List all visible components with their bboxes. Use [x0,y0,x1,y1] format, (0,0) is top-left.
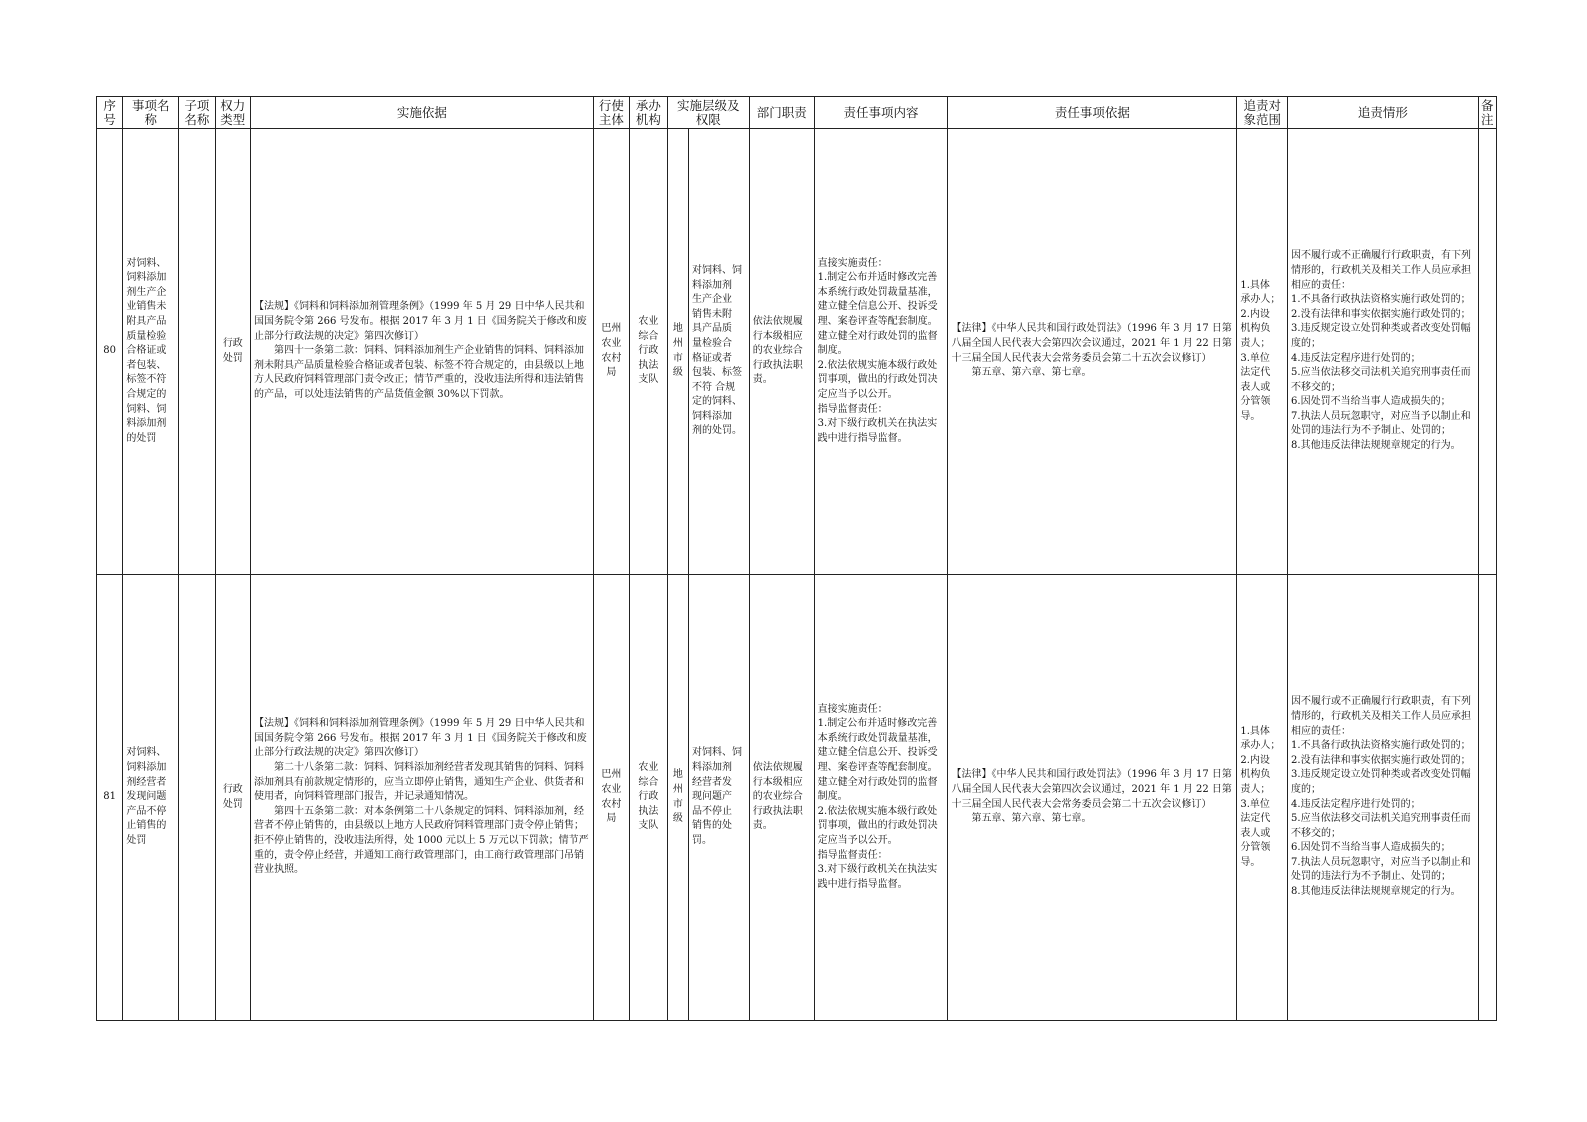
basis-paragraph: 第四十一条第二款：饲料、饲料添加剂生产企业销售的饲料、饲料添加剂未附具产品质量检验合格证或者包装、标签不符合规定的，由县级以上地方人民政府饲料管理部门责令改正；情节严重的，没收违法所得和违法销售的产品，可以处违法销售的产品货值金额 30%以下罚款。 [254,345,585,400]
row-agency: 农业 综合 行政 执法 支队 [630,129,668,575]
situation-item: 4.违反法定程序进行处罚的； [1291,352,1421,364]
row-situations [1288,129,1479,575]
situation-item: 2.没有法律和事实依据实施行政处罚的； [1291,308,1471,320]
row-resp-basis [948,575,1237,1021]
row-resp-basis [948,129,1237,575]
row-seq: 80 [97,129,123,575]
row-sub-name [179,575,215,1021]
resp-basis-law: 【法律】《中华人民共和国行政处罚法》（1996 年 3 月 17 日第八届全国人民代表大会第四次会议通过，2021 年 1 月 22 日第十三届全国人民代表大会常务委员会第二十五次会议修订） [951,323,1232,364]
resp-basis-chapters: 第五章、第六章、第七章。 [971,813,1092,825]
row-subject: 巴州 农业 农村 局 [593,575,629,1021]
situation-item: 5.应当依法移交司法机关追究刑事责任而不移交的； [1291,813,1471,839]
situation-item: 6.因处罚不当给当事人造成损失的； [1291,842,1451,854]
situation-item: 4.违反法定程序进行处罚的； [1291,798,1421,810]
row-agency: 农业 综合 行政 执法 支队 [630,575,668,1021]
resp-basis-chapters: 第五章、第六章、第七章。 [971,367,1092,379]
row-power-type: 行政 处罚 [215,129,250,575]
situation-item: 因不履行或不正确履行行政职责，有下列情形的，行政机关及相关工作人员应承担相应的责任： [1291,250,1472,291]
responsibility-table [96,96,1497,1021]
row-level-power: 对饲料、饲 料添加剂 生产企业 销售未附 具产品质 量检验合 格证或者 包装、标签 不符 合规 定的饲料、 饲料添加 剂的处罚。 [688,129,749,575]
basis-paragraph: 【法规】《饲料和饲料添加剂管理条例》（1999 年 5 月 29 日中华人民共和国国务院令第 266 号发布。根据 2017 年 3 月 1 日《国务院关于修改和废止部分行政法规的决定》第四次修订） [254,301,587,342]
header-agency: 承办 机构 [630,97,668,129]
header-situations: 追责情形 [1288,97,1479,129]
row-item-name: 对饲料、 饲料添加 剂生产企 业销售未 附具产品 质量检验 合格证或 者包装、 标签不符 合规定的 饲料、饲 料添加剂 的处罚 [123,129,179,575]
header-resp-basis: 责任事项依据 [948,97,1237,129]
header-level: 实施层级及 权限 [667,97,749,129]
header-row [97,97,1497,129]
row-item-name: 对饲料、 饲料添加 剂经营者 发现问题 产品不停 止销售的 处罚 [123,575,179,1021]
row-basis [251,129,594,575]
row-power-type: 行政 处罚 [215,575,250,1021]
situation-item: 1.不具备行政执法资格实施行政处罚的； [1291,740,1471,752]
situation-item: 8.其他违反法律法规规章规定的行为。 [1291,440,1461,452]
situation-item: 1.不具备行政执法资格实施行政处罚的； [1291,294,1471,306]
row-duty: 依法依规履 行本级相应 的农业综合 行政执法职 责。 [749,129,814,575]
situation-item: 2.没有法律和事实依据实施行政处罚的； [1291,754,1471,766]
header-subject: 行使 主体 [593,97,629,129]
basis-paragraph: 【法规】《饲料和饲料添加剂管理条例》（1999 年 5 月 29 日中华人民共和国国务院令第 266 号发布。根据 2017 年 3 月 1 日《国务院关于修改和废止部分行政法规的决定》第四次修订） [254,718,587,759]
row-level-power: 对饲料、饲 料添加剂 经营者发 现问题产 品不停止 销售的处 罚。 [688,575,749,1021]
row-situations [1288,575,1479,1021]
situation-item: 因不履行或不正确履行行政职责，有下列情形的，行政机关及相关工作人员应承担相应的责任： [1291,696,1472,737]
situation-item: 5.应当依法移交司法机关追究刑事责任而不移交的； [1291,367,1471,393]
row-sub-name [179,129,215,575]
table-row [97,129,1497,575]
situation-item: 7.执法人员玩忽职守，对应当予以制止和处罚的违法行为不予制止、处罚的； [1291,856,1471,883]
basis-paragraph: 第二十八条第二款：饲料、饲料添加剂经营者发现其销售的饲料、饲料添加剂具有前款规定情形的，应当立即停止销售，通知生产企业、供货者和使用者，向饲料管理部门报告，并记录通知情况。 [254,762,585,803]
situation-item: 6.因处罚不当给当事人造成损失的； [1291,396,1451,408]
situation-item: 8.其他违反法律法规规章规定的行为。 [1291,886,1461,898]
row-scope: 1.具体 承办人； 2.内设 机构负 责人； 3.单位 法定代 表人或 分管领 导。 [1237,129,1288,575]
row-subject: 巴州 农业 农村 局 [593,129,629,575]
situation-item: 7.执法人员玩忽职守，对应当予以制止和处罚的违法行为不予制止、处罚的； [1291,410,1471,437]
row-level: 地 州 市 级 [667,129,688,575]
row-level: 地 州 市 级 [667,575,688,1021]
header-basis: 实施依据 [251,97,594,129]
row-duty: 依法依规履 行本级相应 的农业综合 行政执法职 责。 [749,575,814,1021]
header-resp-content: 责任事项内容 [814,97,948,129]
header-power-type: 权力 类型 [215,97,250,129]
row-seq: 81 [97,575,123,1021]
row-resp-content: 直接实施责任： 1.制定公布并适时修改完善本系统行政处罚裁量基准，建立健全信息公开、投诉受理、案卷评查等配套制度。建立健全对行政处罚的监督制度。 2.依法依规实施本级行政处罚事项，做出的行政处罚决定应当予以公开。 指导监督责任： 3.对下级行政机关在执法实践中进行指导监督。 [814,575,948,1021]
header-duty: 部门职责 [749,97,814,129]
situation-item: 3.违反规定设立处罚种类或者改变处罚幅度的； [1291,323,1471,349]
header-scope: 追责对 象范围 [1237,97,1288,129]
row-resp-content: 直接实施责任： 1.制定公布并适时修改完善本系统行政处罚裁量基准，建立健全信息公开、投诉受理、案卷评查等配套制度。建立健全对行政处罚的监督制度。 2.依法依规实施本级行政处罚事项，做出的行政处罚决定应当予以公开。 指导监督责任： 3.对下级行政机关在执法实践中进行指导监督。 [814,129,948,575]
table-row [97,575,1497,1021]
resp-basis-law: 【法律】《中华人民共和国行政处罚法》（1996 年 3 月 17 日第八届全国人民代表大会第四次会议通过，2021 年 1 月 22 日第十三届全国人民代表大会常务委员会第二十五次会议修订） [951,769,1232,810]
row-remark [1478,129,1496,575]
situation-item: 3.违反规定设立处罚种类或者改变处罚幅度的； [1291,769,1471,795]
header-sub-name: 子项 名称 [179,97,215,129]
header-remark: 备 注 [1478,97,1496,129]
row-basis [251,575,594,1021]
header-item-name: 事项名 称 [123,97,179,129]
row-scope: 1.具体 承办人； 2.内设 机构负 责人； 3.单位 法定代 表人或 分管领 导。 [1237,575,1288,1021]
header-seq: 序 号 [97,97,123,129]
basis-paragraph: 第四十五条第二款：对本条例第二十八条规定的饲料、饲料添加剂，经营者不停止销售的，由县级以上地方人民政府饲料管理部门责令停止销售；拒不停止销售的，没收违法所得，处 1000 元以上 5 万元以下罚款；情节严重的，责令停止经营，并通知工商行政管理部门，由工商行政管理部门吊销营业执照。 [254,805,589,876]
row-remark [1478,575,1496,1021]
